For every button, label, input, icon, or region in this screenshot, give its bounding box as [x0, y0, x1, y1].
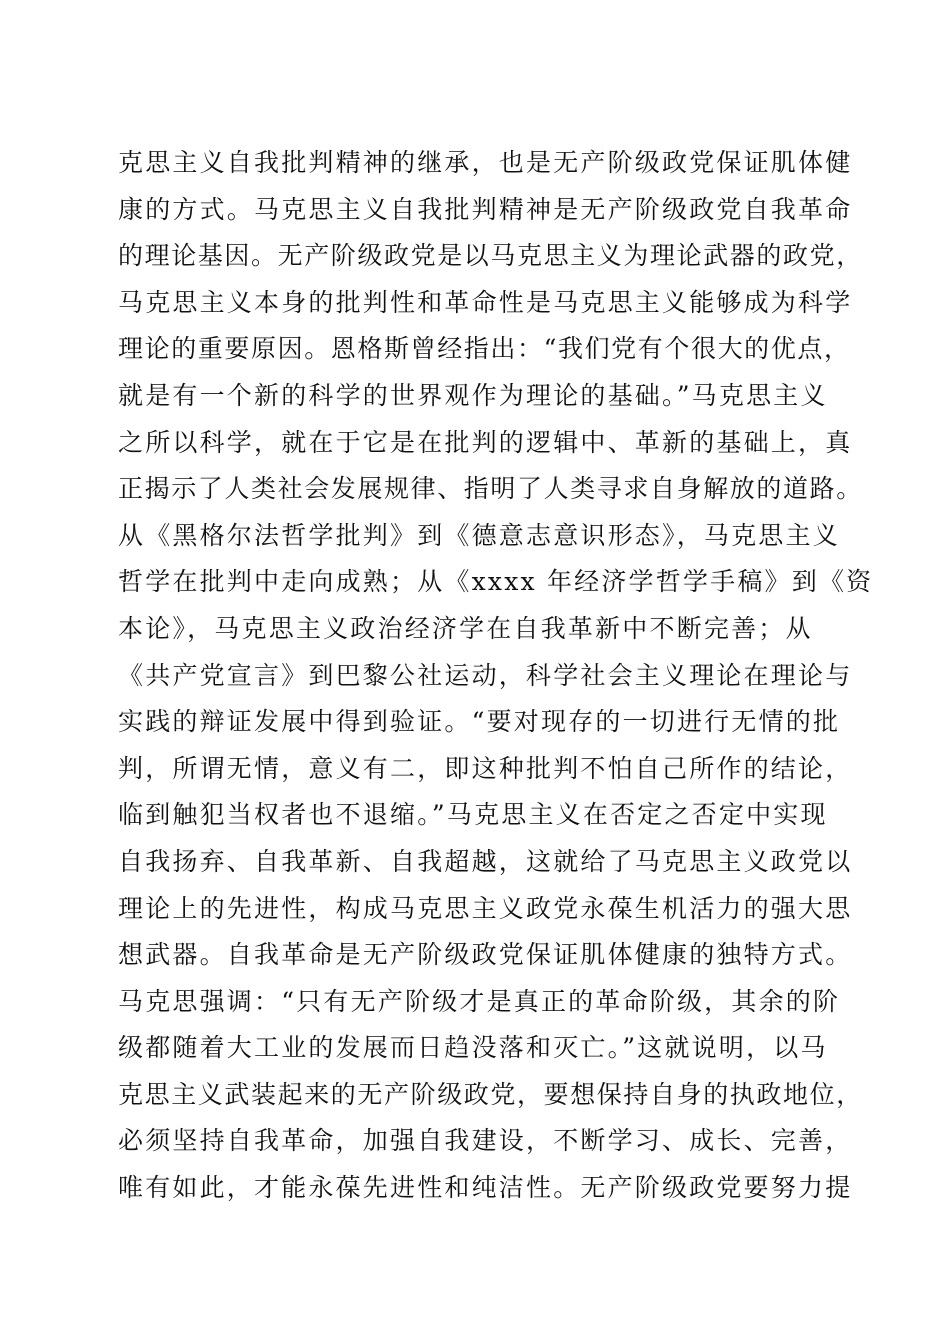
text-line: 判，所谓无情，意义有二，即这种批判不怕自己所作的结论， [118, 753, 853, 783]
text-line: 克思主义武装起来的无产阶级政党，要想保持自身的执政地位， [118, 1079, 863, 1109]
text-line: 从《黑格尔法哲学批判》到《德意志意识形态》，马克思主义 [118, 520, 840, 550]
text-line: 必须坚持自我革命，加强自我建设，不断学习、成长、完善， [118, 1126, 853, 1156]
text-line: 的理论基因。无产阶级政党是以马克思主义为理论武器的政党， [118, 241, 863, 271]
text-line: 实践的辩证发展中得到验证。“要对现存的一切进行无情的批 [118, 707, 841, 737]
text-line: 理论的重要原因。恩格斯曾经指出：“我们党有个很大的优点， [118, 334, 851, 364]
text-line: 《共产党宣言》到巴黎公社运动，科学社会主义理论在理论与 [118, 660, 853, 690]
text-line: 康的方式。马克思主义自我批判精神是无产阶级政党自我革命 [118, 194, 853, 224]
text-line: 就是有一个新的科学的世界观作为理论的基础。”马克思主义 [118, 380, 828, 410]
text-line: 级都随着大工业的发展而日趋没落和灭亡。”这就说明，以马 [118, 1033, 828, 1063]
text-line: 想武器。自我革命是无产阶级政党保证肌体健康的独特方式。 [118, 940, 853, 970]
text-line: 理论上的先进性，构成马克思主义政党永葆生机活力的强大思 [118, 893, 853, 923]
text-line: 本论》，马克思主义政治经济学在自我革新中不断完善；从 [118, 613, 813, 643]
text-line: 唯有如此，才能永葆先进性和纯洁性。无产阶级政党要努力提 [118, 1173, 853, 1203]
text-line: 之所以科学，就在于它是在批判的逻辑中、革新的基础上，真 [118, 427, 853, 457]
text-line: 自我扬弃、自我革新、自我超越，这就给了马克思主义政党以 [118, 846, 853, 876]
body-paragraph [118, 140, 874, 1212]
text-line: 克思主义自我批判精神的继承，也是无产阶级政党保证肌体健 [118, 148, 853, 177]
text-line: 哲学在批判中走向成熟；从《xxxx 年经济学哲学手稿》到《资 [118, 567, 874, 597]
text-line: 马克思强调：“只有无产阶级才是真正的革命阶级，其余的阶 [118, 986, 841, 1016]
text-line: 临到触犯当权者也不退缩。”马克思主义在否定之否定中实现 [118, 800, 828, 830]
text-line: 马克思主义本身的批判性和革命性是马克思主义能够成为科学 [118, 287, 853, 317]
text-line: 正揭示了人类社会发展规律、指明了人类寻求自身解放的道路。 [118, 474, 863, 504]
